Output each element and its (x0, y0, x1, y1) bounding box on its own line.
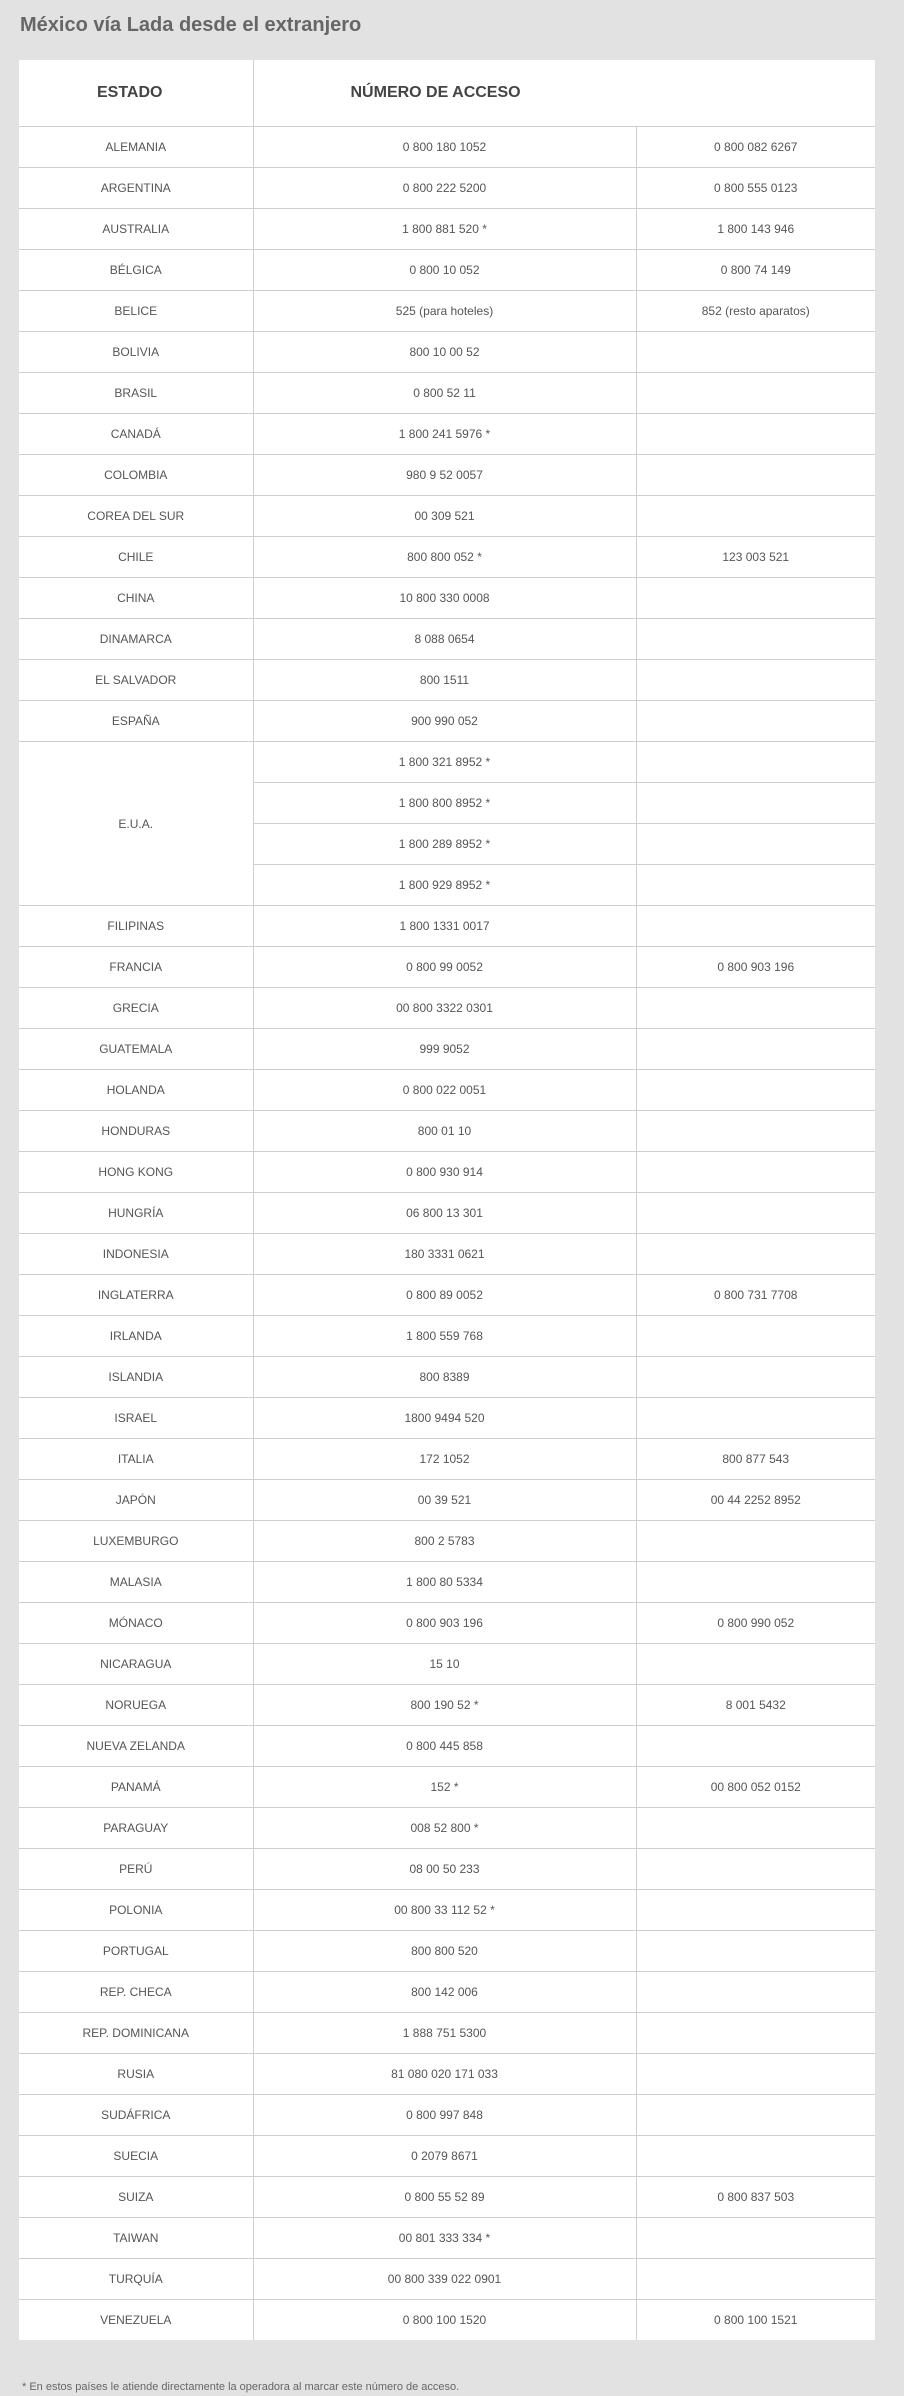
table-row (19, 1316, 875, 1357)
table-row (19, 2177, 875, 2218)
table-row (19, 1562, 875, 1603)
cell-numero-acceso: 180 3331 0621 (253, 1234, 636, 1275)
table-row (19, 701, 875, 742)
cell-numero-acceso: 1 800 929 8952 * (253, 865, 636, 906)
cell-numero-alterno (636, 578, 875, 619)
cell-numero-acceso: 800 800 052 * (253, 537, 636, 578)
cell-numero-alterno (636, 660, 875, 701)
cell-numero-acceso: 1 800 289 8952 * (253, 824, 636, 865)
cell-estado: POLONIA (19, 1890, 253, 1931)
cell-estado: IRLANDA (19, 1316, 253, 1357)
table-row (19, 2259, 875, 2300)
cell-numero-acceso: 0 800 222 5200 (253, 168, 636, 209)
cell-numero-acceso: 800 142 006 (253, 1972, 636, 2013)
cell-numero-acceso: 980 9 52 0057 (253, 455, 636, 496)
cell-estado: MALASIA (19, 1562, 253, 1603)
cell-estado: HONDURAS (19, 1111, 253, 1152)
cell-numero-alterno (636, 1070, 875, 1111)
cell-numero-alterno (636, 701, 875, 742)
cell-estado: ISLANDIA (19, 1357, 253, 1398)
cell-numero-acceso: 0 800 99 0052 (253, 947, 636, 988)
cell-numero-alterno (636, 783, 875, 824)
table-row (19, 1685, 875, 1726)
table-row (19, 455, 875, 496)
table-row (19, 496, 875, 537)
cell-numero-alterno (636, 455, 875, 496)
cell-numero-alterno (636, 1398, 875, 1439)
table-row (19, 209, 875, 250)
cell-numero-acceso: 0 800 930 914 (253, 1152, 636, 1193)
cell-numero-alterno (636, 1193, 875, 1234)
table-row (19, 1931, 875, 1972)
cell-numero-alterno (636, 906, 875, 947)
cell-estado: MÓNACO (19, 1603, 253, 1644)
table-row (19, 1603, 875, 1644)
cell-estado: GRECIA (19, 988, 253, 1029)
cell-numero-alterno (636, 1029, 875, 1070)
cell-estado: NUEVA ZELANDA (19, 1726, 253, 1767)
cell-estado: E.U.A. (19, 742, 253, 906)
cell-numero-alterno (636, 1890, 875, 1931)
access-numbers-table (19, 60, 875, 2340)
cell-estado: FILIPINAS (19, 906, 253, 947)
cell-numero-alterno (636, 742, 875, 783)
cell-numero-alterno: 0 800 903 196 (636, 947, 875, 988)
cell-numero-acceso: 525 (para hoteles) (253, 291, 636, 332)
table-row (19, 250, 875, 291)
cell-numero-alterno (636, 1644, 875, 1685)
cell-numero-alterno (636, 1234, 875, 1275)
cell-numero-alterno (636, 1521, 875, 1562)
cell-estado: JAPÓN (19, 1480, 253, 1521)
cell-estado: LUXEMBURGO (19, 1521, 253, 1562)
table-row (19, 988, 875, 1029)
cell-numero-alterno: 00 44 2252 8952 (636, 1480, 875, 1521)
page-title: México vía Lada desde el extranjero (20, 14, 362, 36)
table-row (19, 127, 875, 168)
cell-numero-alterno: 0 800 731 7708 (636, 1275, 875, 1316)
table-header-row (19, 60, 875, 127)
cell-numero-alterno: 800 877 543 (636, 1439, 875, 1480)
cell-estado: SUIZA (19, 2177, 253, 2218)
table-row (19, 906, 875, 947)
cell-numero-acceso: 15 10 (253, 1644, 636, 1685)
table-row (19, 1972, 875, 2013)
table-row (19, 1480, 875, 1521)
cell-estado: COLOMBIA (19, 455, 253, 496)
cell-estado: ALEMANIA (19, 127, 253, 168)
cell-numero-acceso: 0 800 180 1052 (253, 127, 636, 168)
cell-estado: BOLIVIA (19, 332, 253, 373)
cell-estado: INGLATERRA (19, 1275, 253, 1316)
table-row (19, 2095, 875, 2136)
cell-numero-alterno: 0 800 990 052 (636, 1603, 875, 1644)
cell-numero-alterno (636, 1562, 875, 1603)
cell-estado: REP. CHECA (19, 1972, 253, 2013)
cell-estado: PORTUGAL (19, 1931, 253, 1972)
table-row (19, 1152, 875, 1193)
cell-estado: PERÚ (19, 1849, 253, 1890)
table-row (19, 578, 875, 619)
cell-numero-alterno (636, 1972, 875, 2013)
access-numbers-table-container (19, 60, 875, 2340)
cell-estado: CHINA (19, 578, 253, 619)
cell-numero-alterno: 0 800 082 6267 (636, 127, 875, 168)
cell-estado: PANAMÁ (19, 1767, 253, 1808)
table-row (19, 1398, 875, 1439)
cell-estado: ISRAEL (19, 1398, 253, 1439)
cell-numero-alterno (636, 2054, 875, 2095)
cell-numero-acceso: 1 800 800 8952 * (253, 783, 636, 824)
table-row (19, 1644, 875, 1685)
cell-estado: CANADÁ (19, 414, 253, 455)
cell-numero-alterno (636, 988, 875, 1029)
cell-estado: CHILE (19, 537, 253, 578)
cell-numero-alterno: 8 001 5432 (636, 1685, 875, 1726)
cell-numero-alterno (636, 1726, 875, 1767)
cell-numero-acceso: 00 309 521 (253, 496, 636, 537)
cell-numero-alterno: 0 800 100 1521 (636, 2300, 875, 2341)
table-row (19, 2013, 875, 2054)
table-body (19, 127, 875, 2341)
cell-numero-acceso: 800 190 52 * (253, 1685, 636, 1726)
cell-numero-acceso: 0 800 100 1520 (253, 2300, 636, 2341)
cell-numero-acceso: 0 800 445 858 (253, 1726, 636, 1767)
cell-numero-acceso: 81 080 020 171 033 (253, 2054, 636, 2095)
table-row (19, 1726, 875, 1767)
cell-numero-acceso: 1 800 1331 0017 (253, 906, 636, 947)
cell-numero-acceso: 1 800 321 8952 * (253, 742, 636, 783)
table-row (19, 332, 875, 373)
table-row (19, 1275, 875, 1316)
cell-numero-acceso: 1 888 751 5300 (253, 2013, 636, 2054)
cell-estado: HOLANDA (19, 1070, 253, 1111)
cell-numero-alterno (636, 1152, 875, 1193)
table-row (19, 1029, 875, 1070)
table-row (19, 1439, 875, 1480)
cell-estado: VENEZUELA (19, 2300, 253, 2341)
table-row (19, 2054, 875, 2095)
table-row (19, 373, 875, 414)
cell-numero-acceso: 800 1511 (253, 660, 636, 701)
table-row (19, 1808, 875, 1849)
cell-estado: SUECIA (19, 2136, 253, 2177)
cell-numero-alterno (636, 1357, 875, 1398)
table-row (19, 1234, 875, 1275)
cell-numero-alterno (636, 824, 875, 865)
cell-numero-acceso: 800 800 520 (253, 1931, 636, 1972)
cell-estado: ESPAÑA (19, 701, 253, 742)
footnote: * En estos países le atiende directamente la operadora al marcar este número de acceso. (22, 2381, 460, 2393)
cell-numero-acceso: 800 8389 (253, 1357, 636, 1398)
cell-estado: SUDÁFRICA (19, 2095, 253, 2136)
cell-numero-alterno (636, 1316, 875, 1357)
cell-estado: GUATEMALA (19, 1029, 253, 1070)
cell-numero-acceso: 0 800 10 052 (253, 250, 636, 291)
cell-numero-acceso: 08 00 50 233 (253, 1849, 636, 1890)
cell-numero-acceso: 800 10 00 52 (253, 332, 636, 373)
table-row (19, 1849, 875, 1890)
cell-numero-alterno (636, 373, 875, 414)
cell-estado: NORUEGA (19, 1685, 253, 1726)
table-row (19, 414, 875, 455)
cell-numero-alterno (636, 2218, 875, 2259)
table-row (19, 1357, 875, 1398)
cell-numero-acceso: 0 800 89 0052 (253, 1275, 636, 1316)
cell-numero-alterno (636, 1849, 875, 1890)
cell-numero-acceso: 172 1052 (253, 1439, 636, 1480)
cell-estado: RUSIA (19, 2054, 253, 2095)
cell-estado: NICARAGUA (19, 1644, 253, 1685)
table-row (19, 2136, 875, 2177)
cell-numero-alterno: 00 800 052 0152 (636, 1767, 875, 1808)
cell-estado: COREA DEL SUR (19, 496, 253, 537)
cell-numero-acceso: 1 800 881 520 * (253, 209, 636, 250)
cell-numero-acceso: 800 01 10 (253, 1111, 636, 1152)
cell-estado: EL SALVADOR (19, 660, 253, 701)
cell-numero-acceso: 008 52 800 * (253, 1808, 636, 1849)
table-row (19, 1070, 875, 1111)
cell-numero-acceso: 00 800 33 112 52 * (253, 1890, 636, 1931)
cell-numero-alterno (636, 1931, 875, 1972)
cell-numero-acceso: 1 800 559 768 (253, 1316, 636, 1357)
cell-estado: TAIWAN (19, 2218, 253, 2259)
cell-estado: FRANCIA (19, 947, 253, 988)
cell-numero-alterno (636, 1808, 875, 1849)
cell-numero-acceso: 800 2 5783 (253, 1521, 636, 1562)
cell-numero-acceso: 0 800 52 11 (253, 373, 636, 414)
cell-numero-acceso: 152 * (253, 1767, 636, 1808)
cell-numero-alterno (636, 2136, 875, 2177)
cell-numero-acceso: 999 9052 (253, 1029, 636, 1070)
cell-numero-alterno (636, 2095, 875, 2136)
cell-numero-alterno: 0 800 555 0123 (636, 168, 875, 209)
cell-numero-acceso: 00 800 3322 0301 (253, 988, 636, 1029)
cell-estado: DINAMARCA (19, 619, 253, 660)
cell-numero-alterno (636, 865, 875, 906)
table-row (19, 660, 875, 701)
cell-estado: TURQUÍA (19, 2259, 253, 2300)
header-numero-de-acceso: NÚMERO DE ACCESO (350, 84, 521, 101)
cell-numero-alterno: 123 003 521 (636, 537, 875, 578)
cell-numero-acceso: 900 990 052 (253, 701, 636, 742)
cell-estado: ITALIA (19, 1439, 253, 1480)
table-row (19, 291, 875, 332)
cell-numero-acceso: 0 800 997 848 (253, 2095, 636, 2136)
cell-estado: INDONESIA (19, 1234, 253, 1275)
cell-numero-alterno (636, 414, 875, 455)
cell-numero-acceso: 8 088 0654 (253, 619, 636, 660)
table-row (19, 947, 875, 988)
cell-numero-acceso: 00 39 521 (253, 1480, 636, 1521)
cell-estado: BELICE (19, 291, 253, 332)
cell-numero-acceso: 0 2079 8671 (253, 2136, 636, 2177)
table-row (19, 2300, 875, 2341)
cell-estado: BÉLGICA (19, 250, 253, 291)
table-header (19, 60, 875, 127)
cell-numero-alterno (636, 2013, 875, 2054)
table-row (19, 1521, 875, 1562)
cell-numero-acceso: 1 800 80 5334 (253, 1562, 636, 1603)
table-row (19, 1193, 875, 1234)
cell-numero-alterno (636, 1111, 875, 1152)
table-row (19, 2218, 875, 2259)
cell-numero-alterno: 1 800 143 946 (636, 209, 875, 250)
table-row (19, 537, 875, 578)
table-row (19, 1767, 875, 1808)
cell-estado: ARGENTINA (19, 168, 253, 209)
cell-numero-acceso: 06 800 13 301 (253, 1193, 636, 1234)
cell-estado: AUSTRALIA (19, 209, 253, 250)
cell-numero-acceso: 0 800 903 196 (253, 1603, 636, 1644)
cell-estado: HUNGRÍA (19, 1193, 253, 1234)
cell-numero-acceso: 00 800 339 022 0901 (253, 2259, 636, 2300)
cell-estado: BRASIL (19, 373, 253, 414)
cell-numero-acceso: 1800 9494 520 (253, 1398, 636, 1439)
table-row (19, 619, 875, 660)
table-row (19, 742, 875, 783)
cell-numero-acceso: 0 800 55 52 89 (253, 2177, 636, 2218)
cell-numero-acceso: 00 801 333 334 * (253, 2218, 636, 2259)
cell-numero-alterno: 852 (resto aparatos) (636, 291, 875, 332)
cell-numero-acceso: 10 800 330 0008 (253, 578, 636, 619)
header-estado: ESTADO (19, 60, 253, 127)
table-row (19, 1890, 875, 1931)
cell-numero-acceso: 1 800 241 5976 * (253, 414, 636, 455)
cell-numero-alterno: 0 800 837 503 (636, 2177, 875, 2218)
cell-estado: HONG KONG (19, 1152, 253, 1193)
cell-numero-alterno: 0 800 74 149 (636, 250, 875, 291)
table-row (19, 168, 875, 209)
table-row (19, 1111, 875, 1152)
cell-numero-alterno (636, 2259, 875, 2300)
cell-estado: REP. DOMINICANA (19, 2013, 253, 2054)
cell-numero-alterno (636, 619, 875, 660)
cell-numero-acceso: 0 800 022 0051 (253, 1070, 636, 1111)
cell-numero-alterno (636, 496, 875, 537)
cell-numero-alterno (636, 332, 875, 373)
cell-estado: PARAGUAY (19, 1808, 253, 1849)
